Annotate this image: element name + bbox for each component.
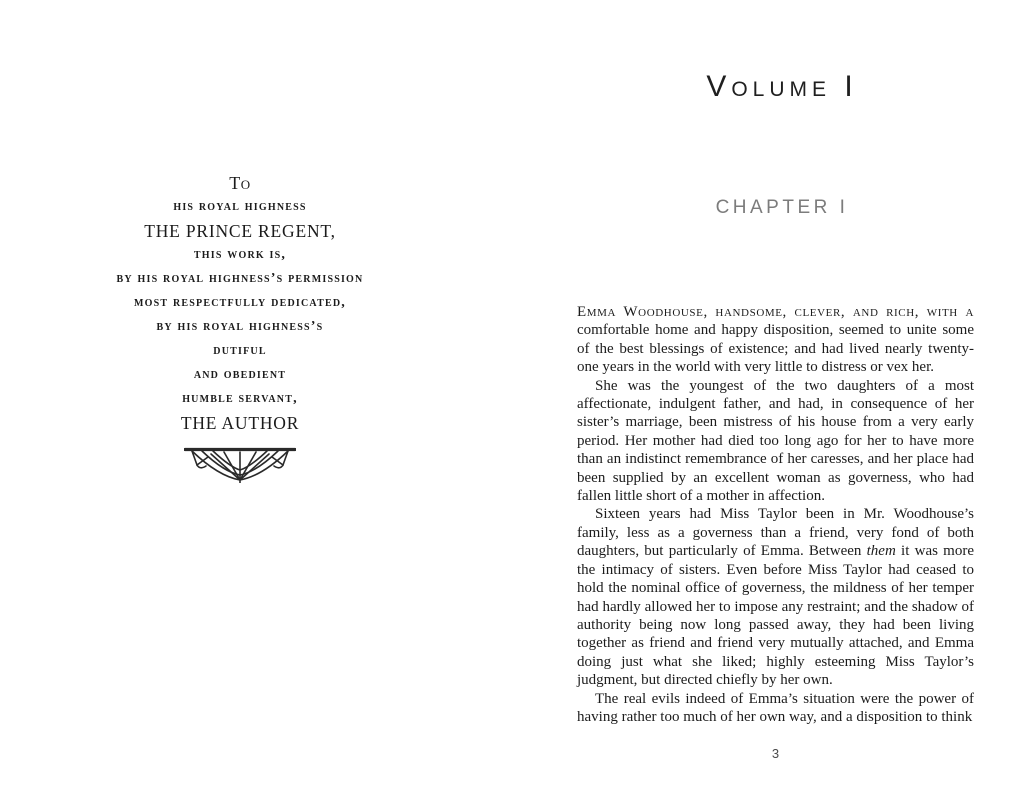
paragraph-text: it was more the intimacy of sisters. Even before Miss Taylor had ceased to hold the nominal office of governess, the mildness of her temper had hardly allowed her to impose any restraint; and the shadow of authority being now long passed away, they had been living together as friend and friend very mutually attached, and Emma doing just what she liked; highly esteeming Miss Taylor’s judgment, but directed chiefly by her own. [577, 543, 974, 689]
swag-flourish-icon [184, 446, 296, 483]
dedication-line: and obedient [193, 367, 287, 382]
paragraph-1 [577, 303, 974, 377]
chapter-body [577, 303, 974, 726]
dedication-line: by his royal highness’s permission [116, 271, 364, 286]
dedication-line: this work is, [193, 247, 287, 262]
paragraph-lead-small-caps: Emma Woodhouse, handsome, clever, and rich, with a [577, 304, 974, 320]
volume-title: Volume I [706, 70, 858, 103]
paragraph-3 [577, 505, 974, 689]
paragraph-text: comfortable home and happy disposition, seemed to unite some of the best blessings of existence; and had lived nearly twenty-one years in the world with very little to distress or vex her. [577, 322, 974, 376]
dedication-line: humble servant, [182, 391, 298, 406]
dedication-line: his royal highness [173, 199, 307, 214]
page-number: 3 [771, 746, 780, 761]
dedication-line: most respectfully dedicated, [134, 295, 346, 310]
italic-word: them [866, 543, 896, 560]
chapter-title: CHAPTER I [715, 197, 849, 218]
dedication-line-to: To [229, 173, 251, 193]
dedication-line: dutiful [213, 343, 267, 358]
dedication-line-prince-regent: THE PRINCE REGENT, [144, 221, 336, 241]
dedication-ornament [50, 446, 430, 483]
paragraph-text: Sixteen years had Miss Taylor been in Mr. Woodhouse’s family, less as a governess than a friend, very fond of both daughters, but particularly of Emma. Between [577, 506, 974, 560]
paragraph-text: The real evils indeed of Emma’s situation were the power of having rather too much of her own way, and a disposition to think [577, 690, 974, 725]
paragraph-text: She was the youngest of the two daughters of a most affectionate, indulgent father, and had, in consequence of her sister’s marriage, been mistress of his house from a very early period. Her mother had died too long ago for her to have more than an indistinct remembrance of her caresses, and her place had been supplied by an excellent woman as governess, who had fallen little short of a mother in affection. [577, 377, 974, 505]
chapter-page [510, 0, 1020, 791]
paragraph-4 [577, 690, 974, 727]
dedication-block [50, 171, 430, 483]
dedication-line: by his royal highness’s [156, 319, 324, 334]
paragraph-2 [577, 377, 974, 506]
dedication-line-author: THE AUTHOR [180, 413, 300, 433]
